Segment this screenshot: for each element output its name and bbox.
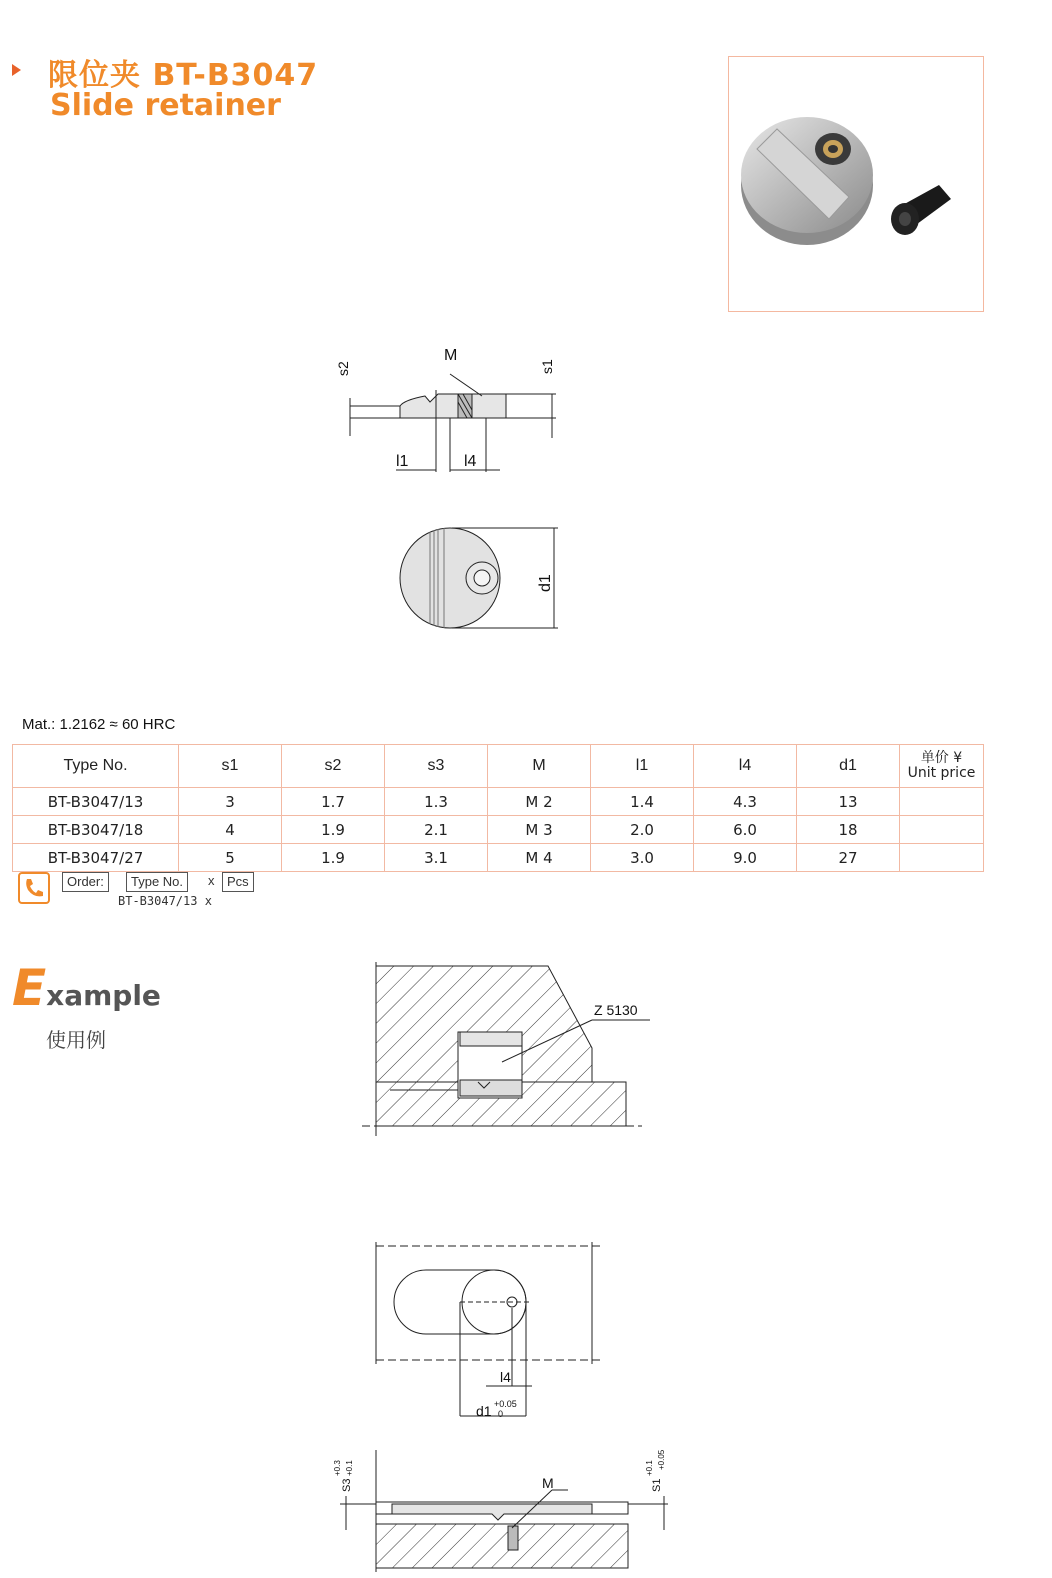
cell-type-no: BT-B3047/13 xyxy=(13,788,179,816)
header-l4: l4 xyxy=(694,745,797,788)
label-d1: d1 xyxy=(537,574,554,592)
cell-d1: 13 xyxy=(797,788,900,816)
example-d1-tol-lower: 0 xyxy=(498,1409,504,1419)
example-s3-tol-lower: +0.1 xyxy=(345,1460,354,1476)
cell-m: M 3 xyxy=(488,816,591,844)
header-d1: d1 xyxy=(797,745,900,788)
example-s3-tol-upper: +0.3 xyxy=(333,1460,342,1476)
cell-l1: 1.4 xyxy=(591,788,694,816)
cell-unit-price xyxy=(900,816,984,844)
cell-m: M 4 xyxy=(488,844,591,872)
example-d1-label: d1 xyxy=(476,1403,492,1419)
example-s1-tol-upper: +0.1 xyxy=(645,1460,654,1476)
example-d1-tol-upper: +0.05 xyxy=(494,1399,517,1409)
example-rest: xample xyxy=(46,979,161,1012)
order-phone-icon xyxy=(18,872,50,904)
cell-l4: 4.3 xyxy=(694,788,797,816)
cell-s1: 5 xyxy=(179,844,282,872)
order-example: BT-B3047/13 x xyxy=(118,894,212,908)
cell-l4: 6.0 xyxy=(694,816,797,844)
example-side-section-drawing xyxy=(322,1440,672,1574)
top-view-drawing xyxy=(390,520,570,640)
cell-type-no: BT-B3047/27 xyxy=(13,844,179,872)
table-row xyxy=(13,788,984,816)
cell-s3: 3.1 xyxy=(385,844,488,872)
cell-l1: 2.0 xyxy=(591,816,694,844)
cell-s3: 1.3 xyxy=(385,788,488,816)
header-unit-price xyxy=(900,745,984,788)
cell-d1: 27 xyxy=(797,844,900,872)
table-row xyxy=(13,816,984,844)
order-pcs-box: Pcs xyxy=(222,872,254,892)
order-label: Order: xyxy=(62,872,109,892)
label-l1: l1 xyxy=(396,453,409,470)
product-photo xyxy=(728,56,984,312)
cell-l1: 3.0 xyxy=(591,844,694,872)
price-header-cn: 单价 ¥ xyxy=(920,750,963,766)
label-s1: s1 xyxy=(539,359,555,374)
cell-unit-price xyxy=(900,844,984,872)
title-bullet-icon xyxy=(12,64,21,76)
header-type-no: Type No. xyxy=(13,745,179,788)
cell-s1: 3 xyxy=(179,788,282,816)
order-x: x xyxy=(208,873,215,888)
example-first-letter: E xyxy=(12,959,47,1017)
header-m: M xyxy=(488,745,591,788)
table-header-row xyxy=(13,745,984,788)
page-title-en: Slide retainer xyxy=(50,88,281,123)
cell-l4: 9.0 xyxy=(694,844,797,872)
table-row xyxy=(13,844,984,872)
label-l4: l4 xyxy=(464,453,477,470)
example-part-label: Z 5130 xyxy=(594,1002,638,1018)
slide-retainer-photo-icon xyxy=(729,57,983,311)
cell-s2: 1.7 xyxy=(282,788,385,816)
example-heading-cn: 使用例 xyxy=(46,1028,106,1052)
example-s1-label: S1 xyxy=(651,1478,663,1492)
cell-s1: 4 xyxy=(179,816,282,844)
material-note: Mat.: 1.2162 ≈ 60 HRC xyxy=(22,716,176,733)
cell-m: M 2 xyxy=(488,788,591,816)
cell-d1: 18 xyxy=(797,816,900,844)
label-M: M xyxy=(444,347,458,364)
spec-table xyxy=(12,744,984,872)
example-section-drawing xyxy=(362,958,652,1138)
cell-unit-price xyxy=(900,788,984,816)
header-l1: l1 xyxy=(591,745,694,788)
cell-s2: 1.9 xyxy=(282,816,385,844)
example-heading xyxy=(12,959,161,1017)
header-s1: s1 xyxy=(179,745,282,788)
example-l4-label: l4 xyxy=(500,1369,511,1385)
label-s2: s2 xyxy=(335,361,351,376)
example-s3-label: S3 xyxy=(341,1478,353,1492)
example-s1-tol-lower: +0.05 xyxy=(657,1449,666,1470)
cell-s2: 1.9 xyxy=(282,844,385,872)
example-top-view-drawing xyxy=(366,1236,606,1426)
example-m-label: M xyxy=(542,1475,554,1491)
header-s3: s3 xyxy=(385,745,488,788)
side-view-drawing xyxy=(330,340,570,485)
header-s2: s2 xyxy=(282,745,385,788)
price-header-en: Unit price xyxy=(907,765,976,781)
cell-type-no: BT-B3047/18 xyxy=(13,816,179,844)
cell-s3: 2.1 xyxy=(385,816,488,844)
order-type-no-box: Type No. xyxy=(126,872,188,892)
page-title-cn: 限位夹 BT-B3047 xyxy=(48,58,319,93)
